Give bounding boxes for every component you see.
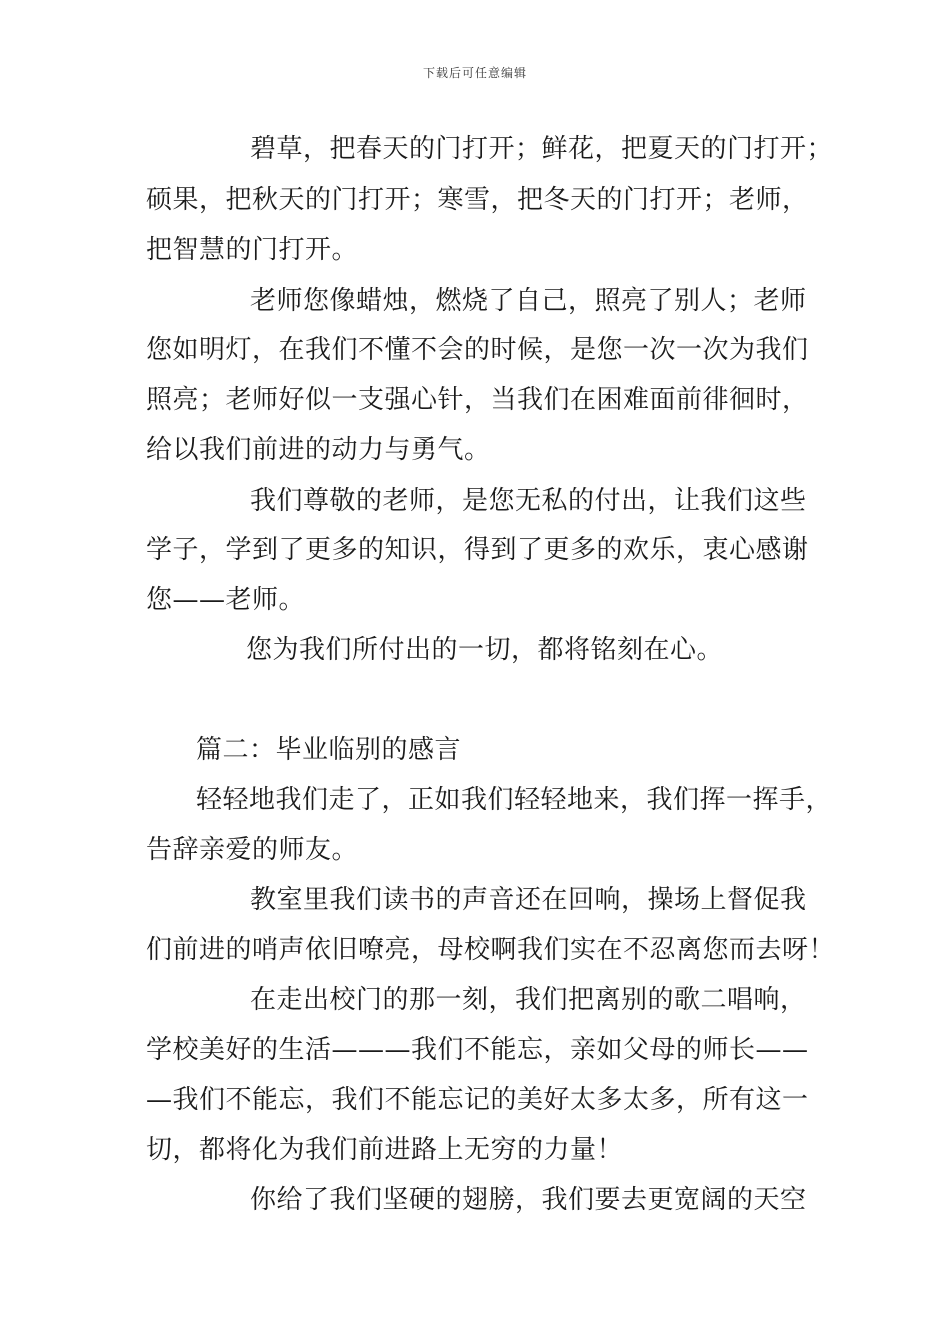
text-line: 您为我们所付出的一切，都将铭刻在心。	[246, 635, 724, 665]
text-line: 们前进的哨声依旧嘹亮，母校啊我们实在不忍离您而去呀！	[146, 935, 836, 965]
section-title: 篇二：毕业临别的感言	[196, 735, 462, 765]
text-line: 我们尊敬的老师，是您无私的付出，让我们这些	[250, 486, 807, 516]
text-line: 照亮；老师好似一支强心针，当我们在困难面前徘徊时，	[146, 385, 809, 415]
text-line: 教室里我们读书的声音还在回响，操场上督促我	[250, 885, 807, 915]
page-header: 下载后可任意编辑	[422, 66, 527, 80]
text-line: 把智慧的门打开。	[146, 235, 359, 265]
text-line: 给以我们前进的动力与勇气。	[146, 435, 491, 465]
text-line: 告辞亲爱的师友。	[146, 835, 359, 865]
text-line: 碧草，把春天的门打开；鲜花，把夏天的门打开；	[250, 134, 834, 164]
text-line: 在走出校门的那一刻，我们把离别的歌二唱响，	[250, 985, 807, 1015]
text-line: 您——老师。	[146, 585, 306, 615]
text-line: 切，都将化为我们前进路上无穷的力量！	[146, 1135, 624, 1165]
text-line: 硕果，把秋天的门打开；寒雪，把冬天的门打开；老师，	[146, 185, 809, 215]
text-line: 学子，学到了更多的知识，得到了更多的欢乐，衷心感谢	[146, 535, 809, 565]
text-line: 轻轻地我们走了，正如我们轻轻地来，我们挥一挥手，	[196, 785, 833, 815]
text-line: 学校美好的生活———我们不能忘，亲如父母的师长——	[146, 1035, 809, 1065]
text-line: 你给了我们坚硬的翅膀，我们要去更宽阔的天空	[250, 1185, 807, 1215]
text-line: 老师您像蜡烛，燃烧了自己，照亮了别人；老师	[250, 286, 807, 316]
text-line: 您如明灯，在我们不懂不会的时候，是您一次一次为我们	[146, 335, 809, 365]
text-line: —我们不能忘，我们不能忘记的美好太多太多，所有这一	[146, 1085, 809, 1115]
